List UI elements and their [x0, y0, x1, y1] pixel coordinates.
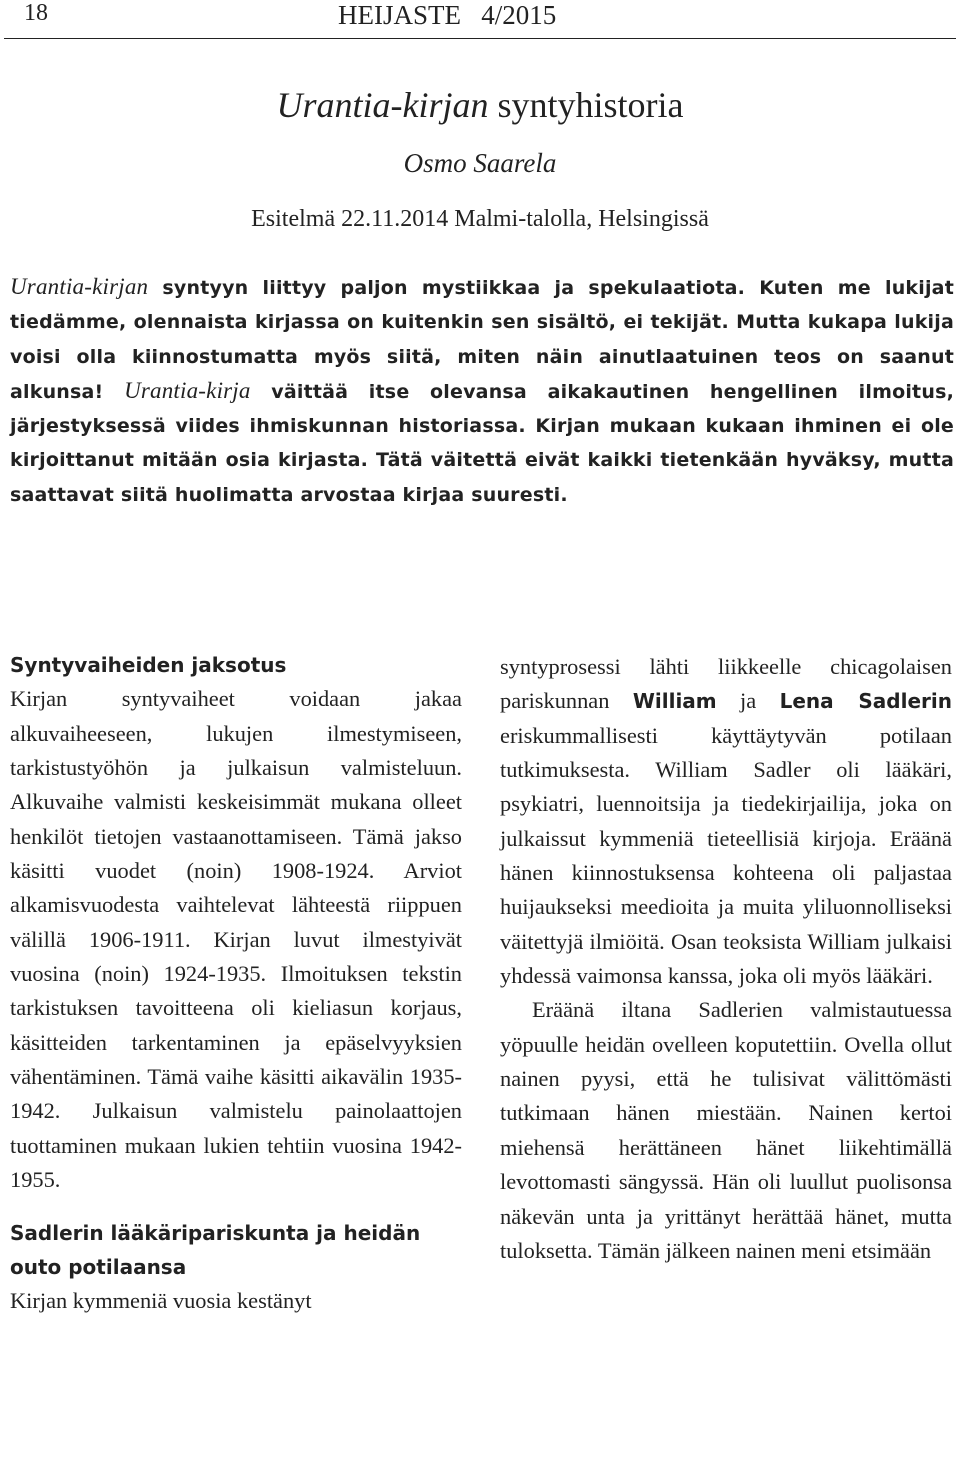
section-heading-2: Sadlerin lääkäripariskunta ja heidän outo potilaansa — [10, 1220, 421, 1279]
right-column — [500, 650, 952, 1268]
left-paragraph-2: Kirjan kymmeniä vuosia kestänyt — [10, 1288, 312, 1314]
page-number: 18 — [24, 0, 48, 26]
title-rest: syntyhistoria — [488, 85, 684, 125]
intro-paragraph — [10, 270, 954, 512]
right-paragraph-1 — [500, 650, 952, 993]
right-text-a: syntyprosessi lähti liikkeelle chicagolaisen pariskunnan — [500, 654, 952, 714]
left-column — [10, 648, 462, 1319]
intro-italic-1: Urantia-kirjan — [10, 274, 149, 299]
right-paragraph-2: Eräänä iltana Sadlerien valmistautuessa yöpuulle heidän ovelleen koputettiin. Ovella ollut nainen pyysi, että he tulisivat välittömästi tutkimaan hänen miestään. Nainen kertoi miehensä herättäneen hänet liikehtimällä levottomasti sängyssä. Hän oli luullut puolisonsa näkevän unta ja yrittänyt herättää hänet, mutta tuloksetta. Tämän jälkeen nainen meni etsimään — [500, 997, 952, 1263]
section-heading-1: Syntyvaiheiden jaksotus — [10, 653, 287, 677]
header-rule — [4, 38, 956, 39]
bold-william: William — [632, 689, 717, 714]
running-title: HEIJASTE 4/2015 — [338, 0, 557, 30]
page-header — [0, 0, 960, 40]
author-name: Osmo Saarela — [403, 148, 557, 178]
title-italic: Urantia-kirjan — [276, 85, 489, 125]
bold-lena-sadlerin: Lena Sadlerin — [779, 689, 952, 714]
intro-text-1: syntyyn liittyy paljon mystiikkaa ja spekulaatiota. Kuten me lukijat tiedämme, olennaista kirjassa on kuitenkin sen sisältö, ei tekijät. Mutta kukapa lukija voisi olla kiinnostumatta myös siitä, miten näin ainutlaatuinen teos on saanut alkunsa! — [10, 277, 954, 403]
intro-text-2: väittää itse olevansa aikakautinen hengellinen ilmoitus, järjestyksessä viides ihmiskunnan historiassa. Kirjan mukaan kukaan ihminen ei ole kirjoittanut mitään osia kirjasta. Tätä väitettä eivät kaikki tietenkään hyväksy, mutta saattavat siitä huolimatta arvostaa kirjaa suuresti. — [10, 380, 954, 506]
presentation-info: Esitelmä 22.11.2014 Malmi-talolla, Helsingissä — [251, 206, 709, 232]
right-text-b: ja — [716, 688, 780, 714]
right-text-c: eriskummallisesti käyttäytyvän potilaan tutkimuksesta. William Sadler oli lääkäri, psykiatri, luennoitsija ja tiedekirjailija, joka on julkaissut kymmeniä tieteellisiä kirjoja. Eräänä hänen kiinnostuksensa kohteena oli paljastaa huijaukseksi meedioita ja muita yliluonnolliseksi väitettyjä ilmiöitä. Osan teoksista William julkaisi yhdessä vaimonsa kanssa, joka oli myös lääkäri. — [500, 722, 952, 989]
article-title — [0, 82, 960, 128]
left-paragraph-1: Kirjan syntyvaiheet voidaan jakaa alkuvaiheeseen, lukujen ilmestymiseen, tarkistustyöhön ja julkaisun valmisteluun. Alkuvaihe valmisti keskeisimmät mukana olleet henkilöt tietojen vastaanottamiseen. Tämä jakso käsitti vuodet (noin) 1908-1924. Arviot alkamisvuodesta vaihtelevat lähteestä riippuen välillä 1906-1911. Kirjan luvut ilmestyivät vuosina (noin) 1924-1935. Ilmoituksen tekstin tarkistuksen tavoitteena oli kieliasun korjaus, käsitteiden tarkentaminen ja epäselvyyksien vähentäminen. Tämä vaihe käsitti aikavälin 1935-1942. Julkaisun valmistelu painolaattojen tuottaminen mukaan lukien tehtiin vuosina 1942-1955. — [10, 686, 462, 1193]
intro-italic-2: Urantia-kirja — [124, 377, 251, 403]
